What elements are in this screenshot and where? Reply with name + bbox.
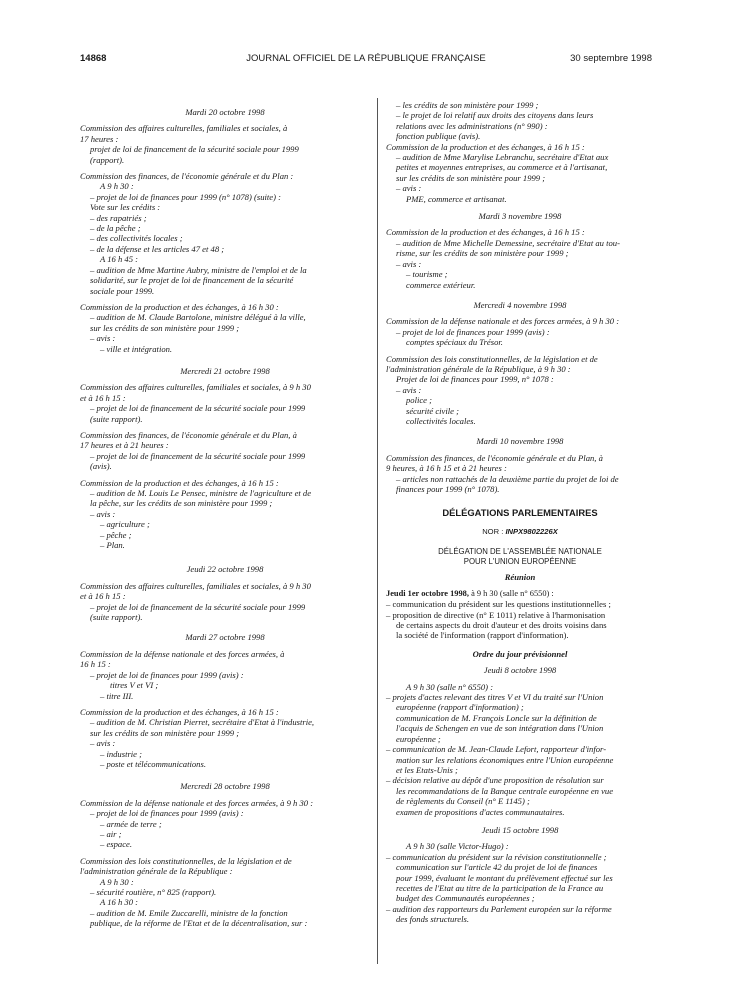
agenda-line: collectivités locales.	[406, 415, 476, 426]
agenda-line: relations avec les administrations (n° 990) :	[396, 120, 548, 131]
agenda-line: sécurité civile ;	[406, 405, 459, 416]
agenda-line: sociale pour 1999.	[90, 285, 155, 296]
agenda-line: pour 1999, évaluant le montant du prélèvement effectué sur les	[396, 872, 613, 883]
day-heading: Mardi 20 octobre 1998	[185, 107, 265, 117]
agenda-line: – proposition de directive (n° E 1011) relative à l'harmonisation	[386, 609, 606, 620]
agenda-line: – Plan.	[100, 540, 125, 551]
agenda-line: les recommandations de la Banque centrale européenne en vue	[396, 785, 614, 796]
nor-reference	[386, 527, 654, 537]
agenda-line: Projet de loi de finances pour 1999, n° 1078 :	[396, 374, 554, 385]
nor-code: INPX9802226X	[505, 526, 558, 536]
agenda-line: – communication du président sur la révision constitutionnelle ;	[386, 851, 607, 862]
agenda-line: Commission de la défense nationale et des forces armées, à 9 h 30 :	[80, 797, 314, 808]
agenda-line: – projet de loi de financement de la sécurité sociale pour 1999	[90, 601, 306, 612]
journal-title: JOURNAL OFFICIEL DE LA RÉPUBLIQUE FRANÇAISE	[246, 53, 486, 64]
agenda-line: sur les crédits de son ministère pour 1999 ;	[90, 322, 240, 333]
agenda-line: – audition de Mme Martine Aubry, ministre de l'emploi et de la	[90, 264, 307, 275]
agenda-line: des fonds structurels.	[396, 914, 469, 925]
agenda-line: – audition de M. Louis Le Pensec, ministre de l'agriculture et de	[90, 488, 312, 498]
agenda-line: – espace.	[100, 839, 132, 850]
day-heading: Mardi 10 novembre 1998	[476, 436, 564, 447]
agenda-line: 16 h 15 :	[80, 659, 111, 670]
agenda-line: communication sur l'article 42 du projet de loi de finances	[396, 862, 598, 873]
agenda-line: – communication du président sur les questions institutionnelles ;	[386, 599, 611, 610]
agenda-line: Commission des finances, de l'économie générale et du Plan, à	[386, 452, 603, 463]
agenda-line: police ;	[406, 395, 433, 406]
page-header	[80, 53, 652, 67]
agenda-line: – audition de M. Claude Bartolone, ministre délégué à la ville,	[90, 312, 306, 323]
agenda-line: – projets d'actes relevant des titres V et VI du traité sur l'Union	[386, 692, 604, 703]
subsection-title: Ordre du jour prévisionnel	[472, 648, 568, 659]
agenda-line: A 9 h 30 (salle Victor-Hugo) :	[406, 841, 509, 852]
left-column	[80, 100, 370, 929]
delegation-subtitle: POUR L'UNION EUROPÉENNE	[463, 556, 577, 566]
agenda-line: – poste et télécommunications.	[100, 758, 206, 769]
agenda-line: – titre III.	[100, 690, 134, 701]
agenda-line: (rapport).	[90, 154, 125, 165]
agenda-line: – projet de loi de finances pour 1999 (avis) :	[90, 808, 244, 819]
agenda-line: – audition de M. Emile Zuccarelli, ministre de la fonction	[90, 907, 288, 918]
agenda-line: – décision relative au dépôt d'une proposition de résolution sur	[386, 775, 604, 786]
agenda-line: – audition des rapporteurs du Parlement européen sur la réforme	[386, 903, 612, 914]
agenda-line: PME, commerce et artisanat.	[406, 193, 507, 204]
agenda-line: finances pour 1999 (n° 1078).	[396, 484, 500, 494]
day-heading: Mercredi 28 octobre 1998	[180, 781, 270, 792]
agenda-line: Commission des lois constitutionnelles, de la législation et de	[386, 353, 598, 364]
agenda-line: l'acquis de Schengen en vue de son intégration dans l'Union	[396, 723, 604, 734]
agenda-line: de règlements du Conseil (n° E 1145) ;	[396, 796, 530, 807]
agenda-line: (suite rapport).	[90, 413, 143, 424]
agenda-line: Commission de la défense nationale et des forces armées, à 9 h 30 :	[386, 316, 620, 327]
agenda-line: sur les crédits de son ministère pour 1999 ;	[396, 172, 546, 183]
agenda-line: – projet de loi de finances pour 1999 (avis) :	[90, 669, 244, 680]
agenda-line: 17 heures et à 21 heures :	[80, 440, 169, 451]
agenda-line: – de la pêche ;	[90, 223, 141, 234]
agenda-line: commerce extérieur.	[406, 279, 476, 290]
issue-date: 30 septembre 1998	[570, 53, 652, 64]
agenda-line: A 9 h 30 (salle n° 6550) :	[406, 681, 494, 692]
subsection-title: Réunion	[504, 572, 536, 583]
agenda-line: sur les crédits de son ministère pour 1999 ;	[90, 727, 240, 738]
agenda-line: Commission des affaires culturelles, familiales et sociales, à	[80, 123, 288, 134]
day-heading: Jeudi 8 octobre 1998	[483, 665, 557, 676]
agenda-line: projet de loi de financement de la sécurité sociale pour 1999	[90, 144, 299, 155]
agenda-line: communication de M. François Loncle sur la définition de	[396, 712, 597, 723]
agenda-line: – ville et intégration.	[100, 343, 173, 354]
agenda-line: – pêche ;	[100, 529, 132, 540]
agenda-line: – le projet de loi relatif aux droits des citoyens dans leurs	[396, 110, 594, 121]
agenda-line: – armée de terre ;	[100, 818, 162, 829]
agenda-line: Commission des lois constitutionnelles, de la législation et de	[80, 855, 292, 866]
agenda-line: comptes spéciaux du Trésor.	[406, 337, 503, 348]
agenda-line: – projet de loi de financement de la sécurité sociale pour 1999	[90, 450, 306, 461]
meeting-place: à 9 h 30 (salle n° 6550) :	[468, 588, 554, 598]
agenda-line: européenne ;	[396, 733, 441, 744]
agenda-line: A 9 h 30 :	[100, 876, 134, 887]
day-heading: Mercredi 4 novembre 1998	[473, 299, 567, 310]
day-heading: Mercredi 21 octobre 1998	[180, 365, 270, 376]
agenda-line: 17 heures :	[80, 133, 119, 144]
agenda-line: (avis).	[90, 461, 112, 472]
agenda-line: de certains aspects du droit d'auteur et des droits voisins dans	[396, 620, 607, 631]
agenda-line: – les crédits de son ministère pour 1999 ;	[396, 100, 539, 110]
agenda-line: Commission de la production et des échanges, à 16 h 30 :	[80, 301, 279, 312]
agenda-line: – des rapatriés ;	[90, 212, 147, 223]
agenda-line: Commission de la production et des échanges, à 16 h 15 :	[386, 141, 585, 152]
nor-label: NOR :	[482, 526, 504, 536]
agenda-line: l'administration générale de la République :	[80, 866, 233, 877]
agenda-line: A 16 h 30 :	[100, 897, 139, 908]
agenda-line: – audition de Mme Michelle Demessine, secrétaire d'Etat au tou-	[396, 237, 620, 248]
agenda-line: et à 16 h 15 :	[80, 591, 126, 602]
right-column	[386, 100, 654, 925]
day-heading: Mardi 3 novembre 1998	[478, 211, 562, 222]
agenda-line: – communication de M. Jean-Claude Lefort, rapporteur d'infor-	[386, 744, 607, 755]
agenda-line: Commission de la production et des échanges, à 16 h 15 :	[386, 227, 585, 238]
agenda-line: – des collectivités locales ;	[90, 233, 183, 244]
agenda-line: et à 16 h 15 :	[80, 392, 126, 403]
day-heading: Jeudi 22 octobre 1998	[186, 564, 264, 575]
agenda-line: et les Etats-Unis ;	[396, 764, 458, 775]
agenda-line: examen de propositions d'actes communautaires.	[396, 806, 565, 817]
agenda-line: – avis :	[396, 183, 422, 194]
agenda-line: budget des Communautés européennes ;	[396, 893, 535, 904]
agenda-line: – avis :	[396, 384, 422, 395]
agenda-line: la pêche, sur les crédits de son ministère pour 1999 ;	[90, 498, 273, 509]
agenda-line: petites et moyennes entreprises, au commerce et à l'artisanat,	[396, 162, 608, 173]
agenda-line: – de la défense et les articles 47 et 48 ;	[90, 243, 225, 254]
agenda-line: l'administration générale de la République, à 9 h 30 :	[386, 363, 571, 374]
agenda-line: la société de l'information (rapport d'information).	[396, 630, 569, 641]
agenda-line: – avis :	[90, 738, 116, 749]
agenda-line: – audition de Mme Marylise Lebranchu, secrétaire d'Etat aux	[396, 152, 609, 163]
agenda-line: Commission des affaires culturelles, familiales et sociales, à 9 h 30	[80, 580, 311, 591]
agenda-line: Vote sur les crédits :	[90, 202, 161, 213]
agenda-line: Commission de la production et des échanges, à 16 h 15 :	[80, 706, 279, 717]
agenda-line: – projet de loi de finances pour 1999 (n° 1078) (suite) :	[90, 191, 281, 202]
agenda-line: (suite rapport).	[90, 612, 143, 623]
agenda-line: – industrie ;	[100, 748, 143, 759]
agenda-line: fonction publique (avis).	[396, 131, 481, 142]
day-heading: Mardi 27 octobre 1998	[185, 632, 265, 643]
meeting-line	[386, 589, 654, 599]
agenda-line: 9 heures, à 16 h 15 et à 21 heures :	[386, 463, 507, 474]
agenda-line: – projet de loi de finances pour 1999 (avis) :	[396, 326, 550, 337]
agenda-line: titres V et VI ;	[110, 680, 159, 691]
agenda-line: – audition de M. Christian Pierret, secrétaire d'Etat à l'industrie,	[90, 717, 315, 728]
agenda-line: Commission des finances, de l'économie générale et du Plan, à	[80, 429, 297, 440]
page-number: 14868	[80, 53, 107, 64]
delegation-title: DÉLÉGATION DE L'ASSEMBLÉE NATIONALE	[438, 547, 602, 557]
agenda-line: – avis :	[396, 258, 422, 269]
agenda-line: Commission des finances, de l'économie générale et du Plan :	[80, 171, 294, 182]
meeting-date: Jeudi 1er octobre 1998,	[386, 588, 469, 598]
agenda-line: – avis :	[90, 333, 116, 344]
agenda-line: – tourisme ;	[406, 269, 448, 280]
agenda-line: publique, de la réforme de l'Etat et de la décentralisation, sur :	[90, 918, 308, 929]
agenda-line: recettes de l'Etat au titre de la participation de la France au	[396, 882, 604, 893]
agenda-line: Commission de la défense nationale et des forces armées, à	[80, 648, 285, 659]
day-heading: Jeudi 15 octobre 1998	[481, 824, 559, 835]
agenda-line: – avis :	[90, 508, 116, 519]
agenda-line: A 9 h 30 :	[100, 181, 134, 192]
agenda-line: mation sur les relations économiques entre l'Union européenne	[396, 754, 614, 765]
section-title: DÉLÉGATIONS PARLEMENTAIRES	[442, 507, 598, 519]
agenda-line: – agriculture ;	[100, 519, 150, 530]
agenda-line: européenne (rapport d'information) ;	[396, 702, 524, 713]
agenda-line: Commission des affaires culturelles, familiales et sociales, à 9 h 30	[80, 382, 311, 393]
agenda-line: A 16 h 45 :	[100, 254, 139, 265]
agenda-line: – sécurité routière, n° 825 (rapport).	[90, 887, 217, 897]
agenda-line: Commission de la production et des échanges, à 16 h 15 :	[80, 477, 279, 488]
column-divider	[377, 98, 378, 964]
agenda-line: solidarité, sur le projet de loi de financement de la sécurité	[90, 275, 294, 286]
agenda-line: – projet de loi de financement de la sécurité sociale pour 1999	[90, 403, 306, 414]
agenda-line: – air ;	[100, 828, 122, 839]
agenda-line: – articles non rattachés de la deuxième partie du projet de loi de	[396, 473, 619, 484]
agenda-line: risme, sur les crédits de son ministère pour 1999 ;	[396, 248, 569, 259]
